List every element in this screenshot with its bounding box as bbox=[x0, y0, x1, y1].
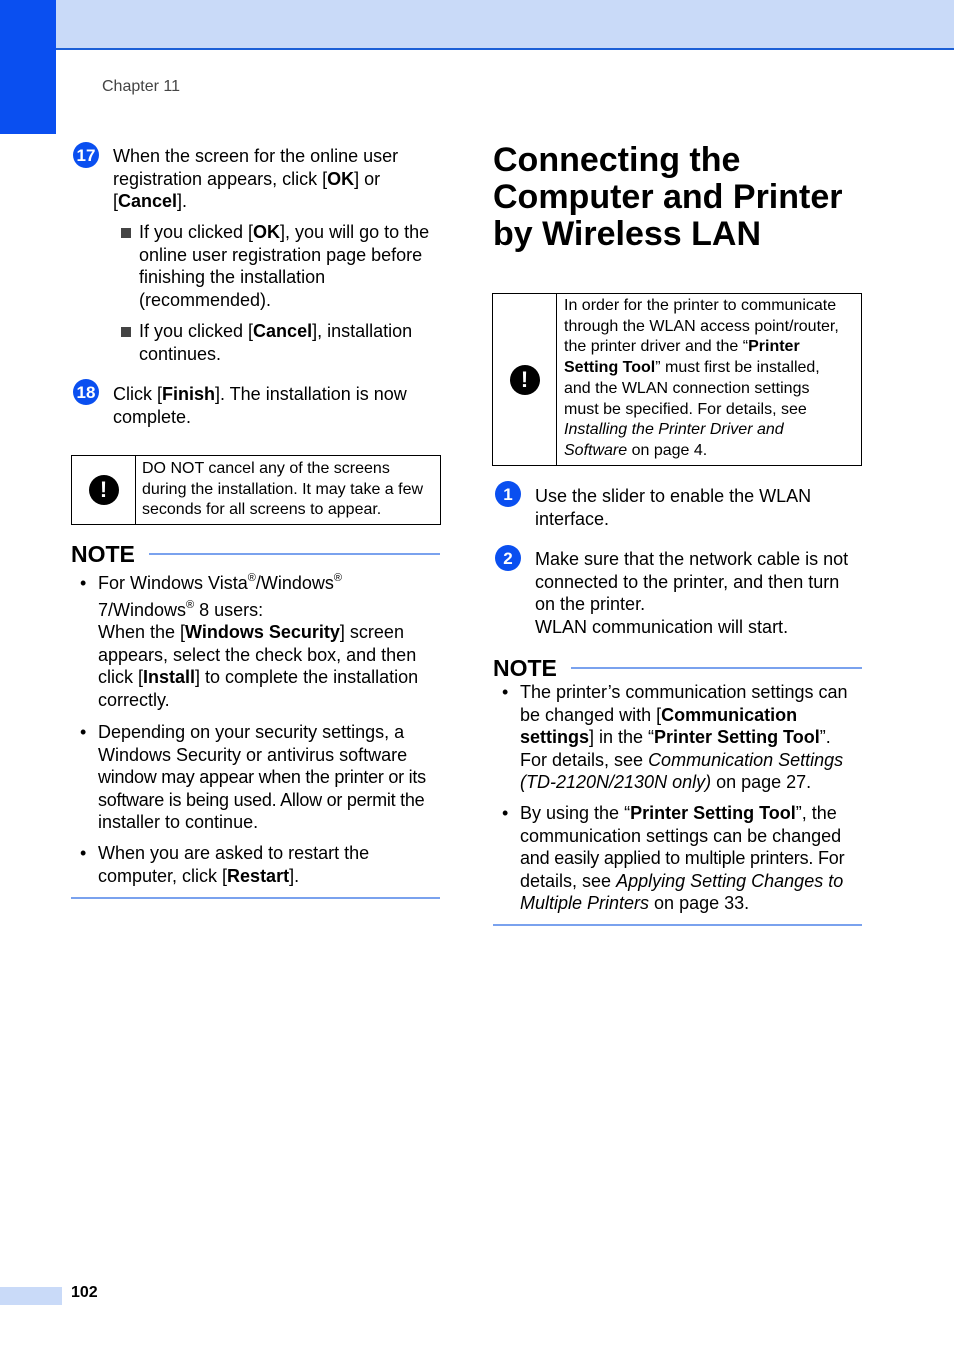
warning-icon: ! bbox=[510, 365, 540, 395]
header-band bbox=[0, 0, 954, 50]
step-1-number: 1 bbox=[495, 481, 521, 507]
note-title-right: NOTE bbox=[493, 655, 557, 681]
step-2-number: 2 bbox=[495, 545, 521, 571]
step-2-text: Make sure that the network cable is not connected to the printer, and then turn on the printer. WLAN communication will start. bbox=[535, 549, 849, 637]
step-18-text: Click [Finish]. The installation is now complete. bbox=[113, 384, 407, 427]
square-bullet-icon bbox=[121, 228, 131, 238]
step-17-line1: When the screen for the online user bbox=[113, 146, 399, 166]
step-18-number: 18 bbox=[73, 379, 99, 405]
square-bullet-icon bbox=[121, 327, 131, 337]
warning-box-wlan: ! In order for the printer to communicate through the WLAN access point/router, the printer driver and the “Printer Setting Tool” must first be installed, and the WLAN connection settings must be specified. For details, see Installing the Printer Driver and Software on page 4. bbox=[492, 293, 862, 466]
chapter-label: Chapter 11 bbox=[102, 78, 180, 95]
section-heading: Connecting the Computer and Printer by Wireless LAN bbox=[493, 141, 843, 253]
warning-box-installation: ! DO NOT cancel any of the screens during the installation. It may take a few seconds for all screens to appear. bbox=[71, 455, 441, 525]
page-number: 102 bbox=[71, 1284, 98, 1301]
page-number-tab bbox=[0, 1287, 62, 1305]
step-17-text bbox=[113, 145, 398, 213]
note-title-left: NOTE bbox=[71, 541, 135, 567]
step-17-number: 17 bbox=[73, 142, 99, 168]
step-17-line2: registration appears, click [OK] or bbox=[113, 168, 381, 189]
note-end-rule bbox=[71, 897, 440, 899]
note-end-rule bbox=[493, 924, 862, 926]
chapter-tab bbox=[0, 0, 56, 134]
step-17-line3: [Cancel]. bbox=[113, 191, 188, 211]
note-rule bbox=[571, 667, 862, 669]
warning-icon: ! bbox=[89, 475, 119, 505]
note-rule bbox=[149, 553, 440, 555]
step-1-text: Use the slider to enable the WLAN interface. bbox=[535, 486, 812, 529]
